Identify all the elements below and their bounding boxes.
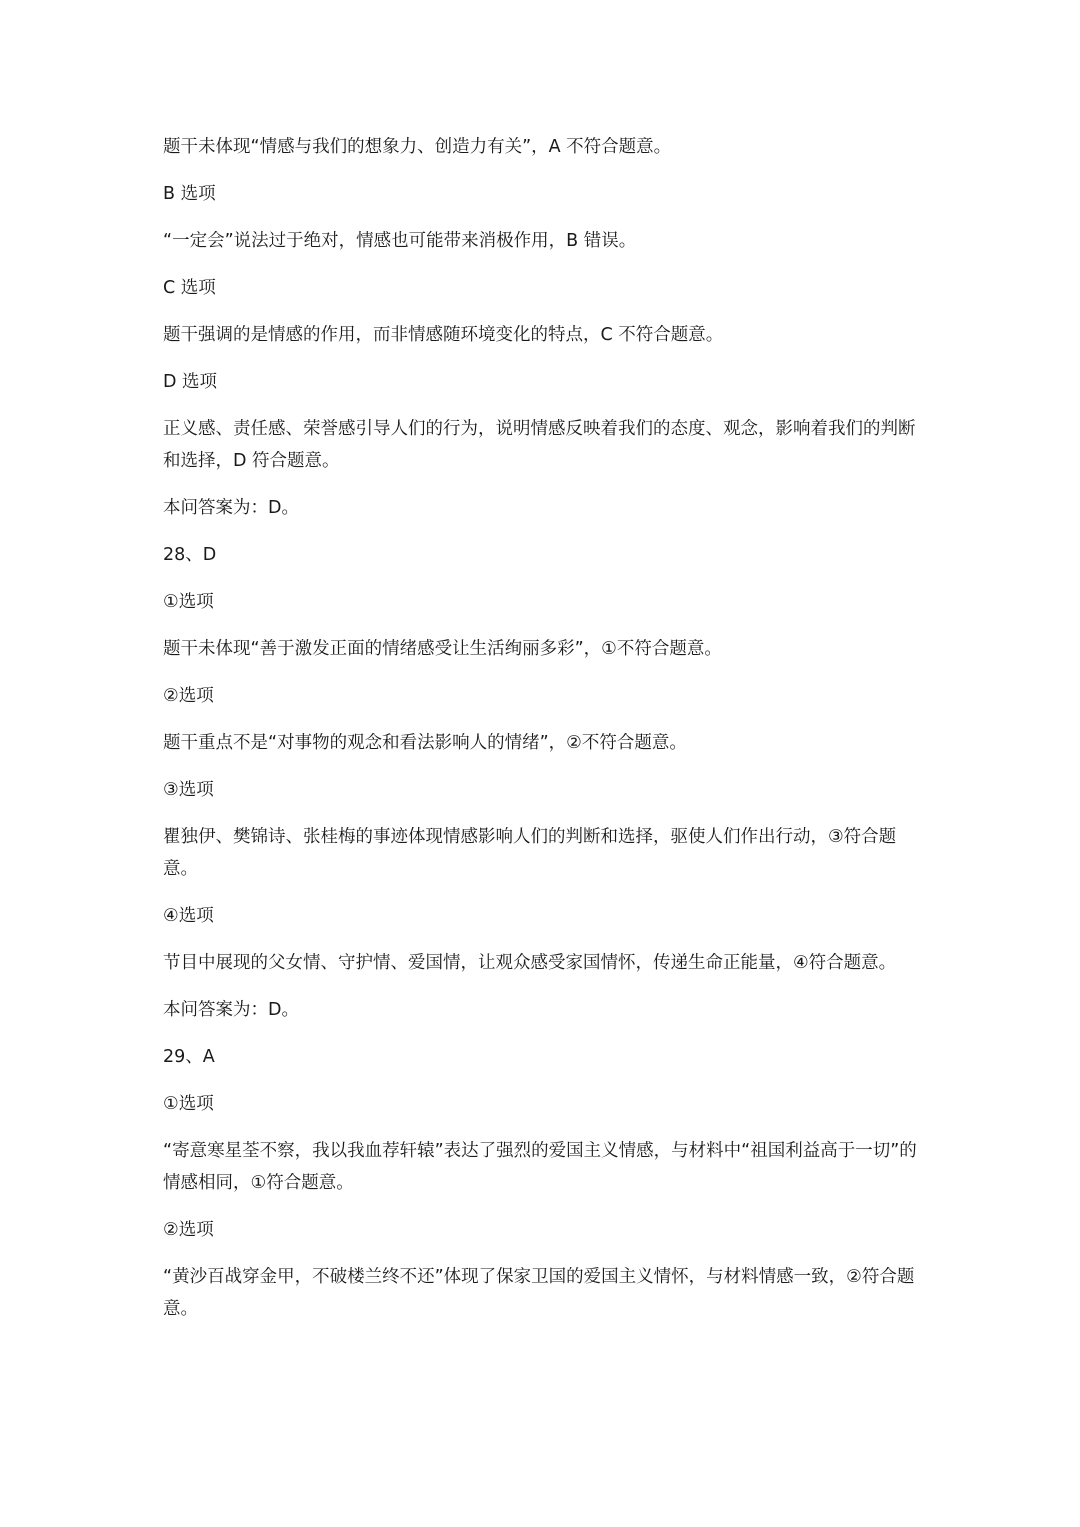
paragraph-q28-option-3-analysis: 瞿独伊、樊锦诗、张桂梅的事迹体现情感影响人们的判断和选择，驱使人们作出行动，③符合题意。 [163,827,897,879]
paragraph-q29-option-1-heading: ①选项 [163,1094,214,1114]
document-body [163,131,925,1325]
paragraph-q28-option-1-heading: ①选项 [163,592,214,612]
paragraph-q28-option-1-analysis: 题干未体现“善于激发正面的情绪感受让生活绚丽多彩”，①不符合题意。 [163,639,722,659]
paragraph-question-29-heading: 29、A [163,1047,215,1067]
paragraph-q28-option-4-heading: ④选项 [163,906,214,926]
paragraph-q28-option-3-heading: ③选项 [163,780,214,800]
paragraph-q28-option-4-analysis: 节目中展现的父女情、守护情、爱国情，让观众感受家国情怀，传递生命正能量，④符合题意。 [163,953,897,973]
paragraph-option-b-analysis: “一定会”说法过于绝对，情感也可能带来消极作用，B 错误。 [163,231,637,251]
paragraph-option-b-heading: B 选项 [163,184,216,204]
paragraph-q29-option-1-analysis: “寄意寒星荃不察，我以我血荐轩辕”表达了强烈的爱国主义情感，与材料中“祖国利益高于一切”的情感相同，①符合题意。 [163,1141,917,1193]
paragraph-option-c-analysis: 题干强调的是情感的作用，而非情感随环境变化的特点，C 不符合题意。 [163,325,724,345]
paragraph-question-28-heading: 28、D [163,545,217,565]
paragraph-option-d-heading: D 选项 [163,372,218,392]
paragraph-q28-option-2-heading: ②选项 [163,686,214,706]
paragraph-answer-27: 本问答案为：D。 [163,498,299,518]
paragraph-option-d-analysis: 正义感、责任感、荣誉感引导人们的行为，说明情感反映着我们的态度、观念，影响着我们的判断和选择，D 符合题意。 [163,419,916,471]
paragraph-answer-28: 本问答案为：D。 [163,1000,299,1020]
paragraph-option-c-heading: C 选项 [163,278,216,298]
paragraph-option-a-analysis: 题干未体现“情感与我们的想象力、创造力有关”，A 不符合题意。 [163,137,672,157]
paragraph-q29-option-2-analysis: “黄沙百战穿金甲，不破楼兰终不还”体现了保家卫国的爱国主义情怀，与材料情感一致，②符合题意。 [163,1267,915,1319]
paragraph-q28-option-2-analysis: 题干重点不是“对事物的观念和看法影响人的情绪”，②不符合题意。 [163,733,687,753]
paragraph-q29-option-2-heading: ②选项 [163,1220,214,1240]
